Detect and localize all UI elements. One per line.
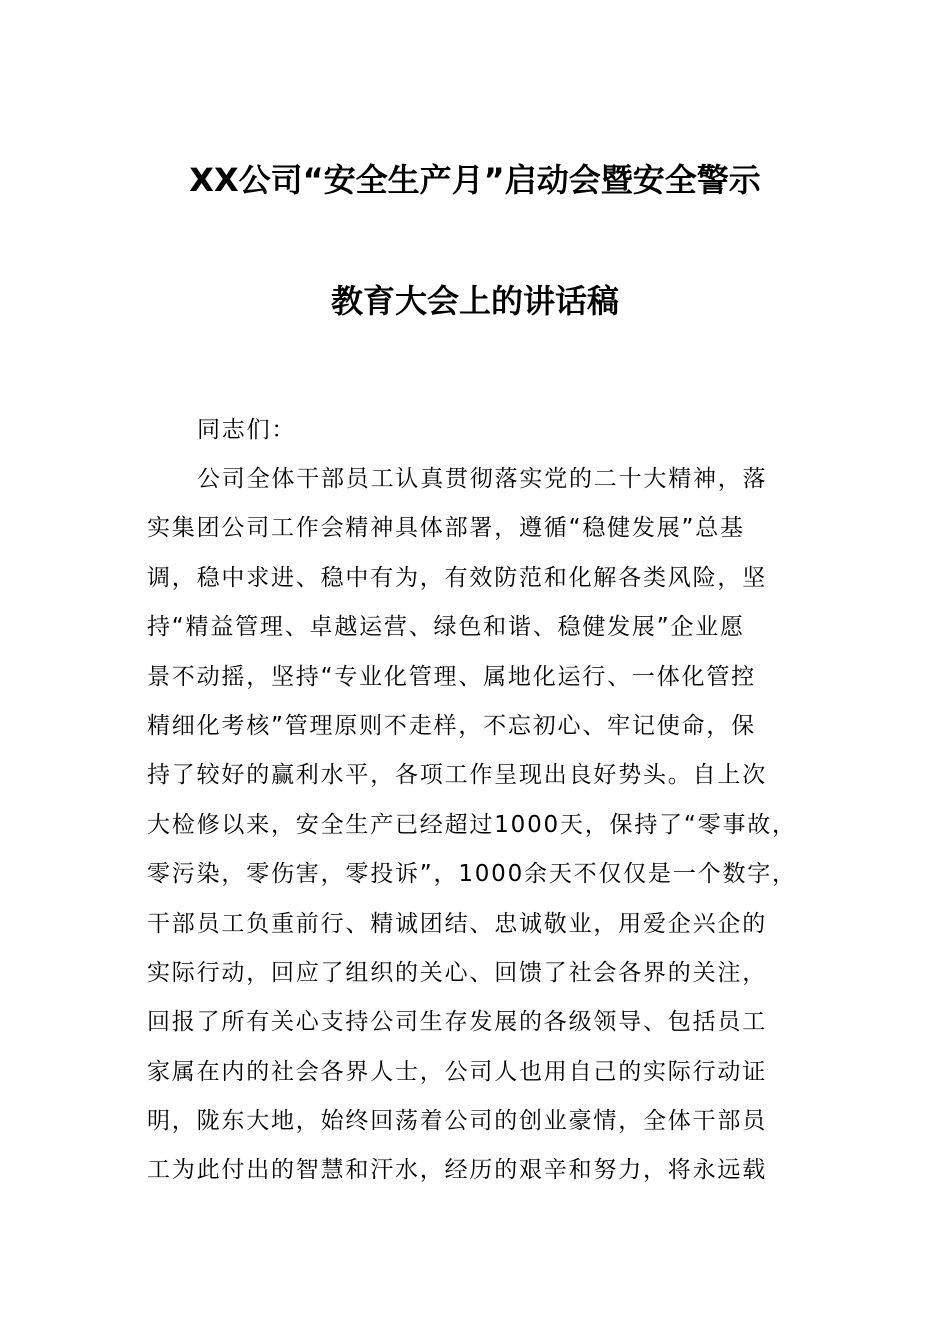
paragraph-line: 实集团公司工作会精神具体部署，遵循“稳健发展”总基 bbox=[147, 515, 745, 542]
paragraph-line: 干部员工负重前行、精诚团结、忠诚敬业，用爱企兴企的 bbox=[147, 910, 767, 937]
paragraph-line: 精细化考核”管理原则不走样，不忘初心、牢记使命，保 bbox=[147, 712, 756, 739]
paragraph-line: 实际行动，回应了组织的关心、回馈了社会各界的关注， bbox=[147, 959, 767, 986]
paragraph-line: 大检修以来，安全生产已经超过1000天，保持了“零事故， bbox=[147, 811, 797, 838]
greeting: 同志们： bbox=[197, 417, 297, 443]
title-line-1: XX公司“安全生产月”启动会暨安全警示 bbox=[189, 161, 761, 199]
paragraph-line: 零污染，零伤害，零投诉”，1000余天不仅仅是一个数字， bbox=[147, 861, 797, 888]
title-line-2: 教育大会上的讲话稿 bbox=[330, 282, 619, 320]
body-paragraph bbox=[147, 455, 827, 1196]
paragraph-line: 持“精益管理、卓越运营、绿色和谐、稳健发展”企业愿 bbox=[147, 614, 745, 641]
paragraph-line: 明，陇东大地，始终回荡着公司的创业豪情，全体干部员 bbox=[147, 1108, 767, 1135]
paragraph-line: 景不动摇，坚持“专业化管理、属地化运行、一体化管控 bbox=[147, 663, 756, 690]
paragraph-line: 回报了所有关心支持公司生存发展的各级领导、包括员工 bbox=[147, 1009, 767, 1036]
paragraph-line: 公司全体干部员工认真贯彻落实党的二十大精神，落 bbox=[197, 466, 768, 492]
paragraph-line: 家属在内的社会各界人士，公司人也用自己的实际行动证 bbox=[147, 1058, 767, 1085]
paragraph-line: 调，稳中求进、稳中有为，有效防范和化解各类风险，坚 bbox=[147, 564, 767, 591]
paragraph-line: 持了较好的赢利水平，各项工作呈现出良好势头。自上次 bbox=[147, 762, 767, 789]
paragraph-line: 工为此付出的智慧和汗水，经历的艰辛和努力，将永远载 bbox=[147, 1157, 767, 1184]
